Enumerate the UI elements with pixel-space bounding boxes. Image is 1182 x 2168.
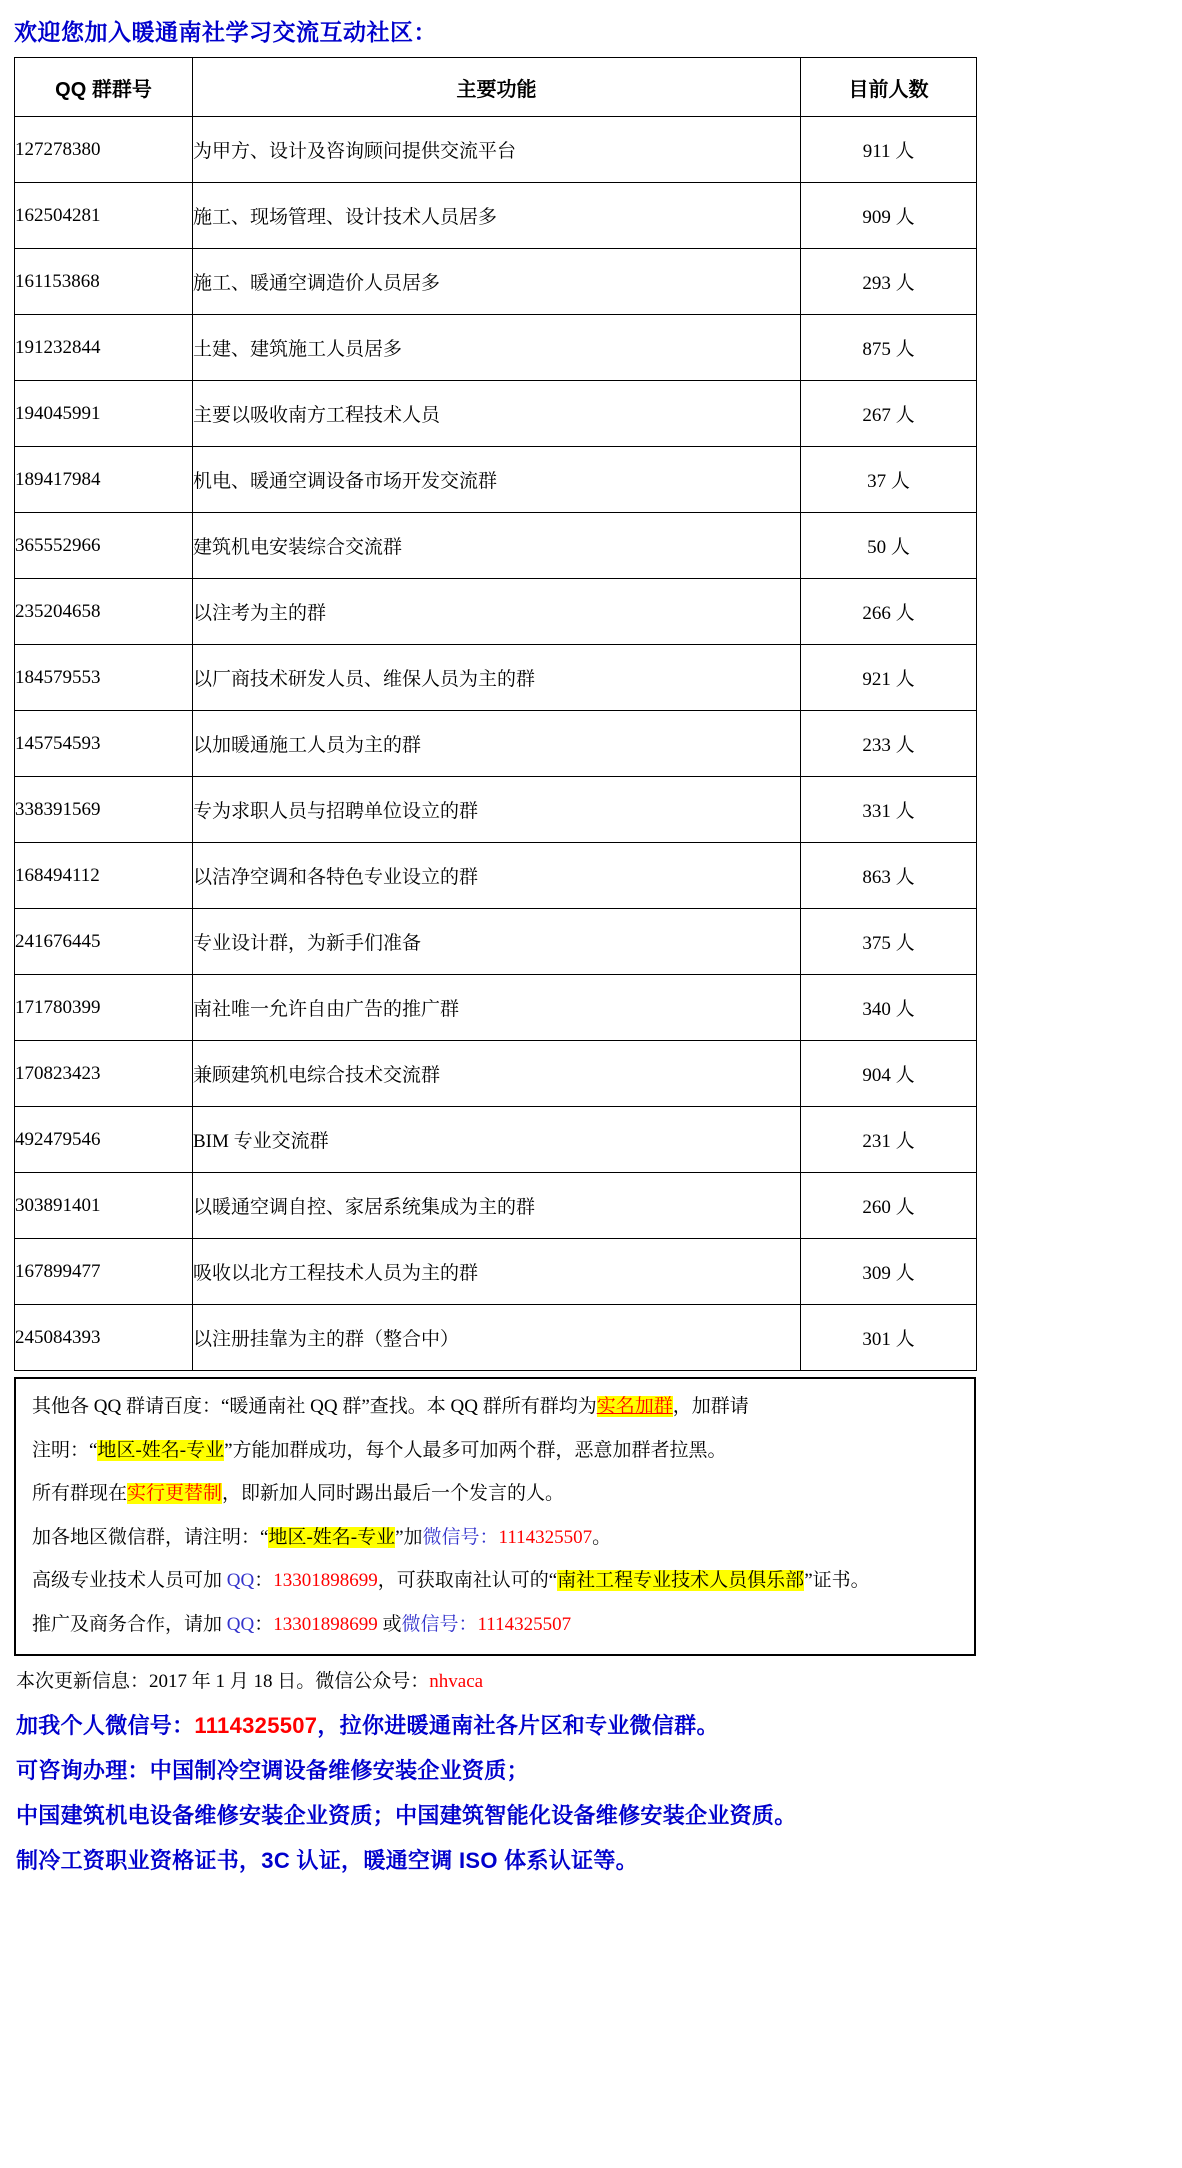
table-row [15,1107,977,1173]
rule-1-text-a: 其他各 QQ 群请百度：“暖通南社 QQ 群”查找。本 QQ 群所有群均为 [32,1396,597,1417]
cell-function: 施工、现场管理、设计技术人员居多 [193,183,801,249]
table-header-row [15,58,977,117]
cell-function: 南社唯一允许自由广告的推广群 [193,975,801,1041]
service-line-1: 可咨询办理：中国制冷空调设备维修安装企业资质； [16,1758,529,1784]
rule-line-4 [32,1524,958,1552]
wechat-number: 1114325507 [194,1713,318,1739]
cell-function: BIM 专业交流群 [193,1107,801,1173]
table-row [15,777,977,843]
rule-4-text-b: ”加 [395,1526,423,1548]
cell-group-id: 161153868 [15,249,193,315]
personal-wechat-line [16,1709,1170,1740]
table-row [15,579,977,645]
cell-group-id: 171780399 [15,975,193,1041]
rule-2-highlight: 地区-姓名-专业 [97,1439,225,1461]
qq-number: 13301898699 [273,1613,378,1635]
service-line-3: 制冷工资职业资格证书，3C 认证，暖通空调 ISO 体系认证等。 [16,1848,638,1874]
cell-member-count: 37 人 [801,447,977,513]
rule-6-or: 或 [377,1613,402,1635]
cell-group-id: 127278380 [15,117,193,183]
cell-function: 以厂商技术研发人员、维保人员为主的群 [193,645,801,711]
update-text: 本次更新信息：2017 年 1 月 18 日。微信公众号： [16,1671,430,1693]
wechat-number: 1114325507 [498,1526,593,1548]
cell-function: 专为求职人员与招聘单位设立的群 [193,777,801,843]
rule-line-5 [32,1567,958,1595]
table-row [15,315,977,381]
wechat-label: 微信号： [422,1526,499,1548]
wechat-suffix: ，拉你进暖通南社各片区和专业微信群。 [317,1713,719,1739]
rule-line-2 [32,1437,958,1465]
rule-4-highlight: 地区-姓名-专业 [268,1526,396,1548]
table-row [15,711,977,777]
service-line-2: 中国建筑机电设备维修安装企业资质；中国建筑智能化设备维修安装企业资质。 [16,1803,797,1829]
wechat-prefix: 加我个人微信号： [16,1713,195,1739]
wechat-label: 微信号： [401,1613,478,1635]
rule-line-6 [32,1611,958,1639]
cell-group-id: 235204658 [15,579,193,645]
rule-4-text-end: 。 [592,1526,612,1548]
cell-group-id: 338391569 [15,777,193,843]
cell-member-count: 331 人 [801,777,977,843]
rule-1-text-b: ，加群请 [672,1396,749,1417]
rule-2-text-a: 注明：“ [32,1439,98,1461]
cell-group-id: 241676445 [15,909,193,975]
cell-group-id: 194045991 [15,381,193,447]
cell-group-id: 365552966 [15,513,193,579]
cell-group-id: 245084393 [15,1305,193,1371]
cell-group-id: 492479546 [15,1107,193,1173]
cell-group-id: 170823423 [15,1041,193,1107]
rule-3-text-a: 所有群现在 [32,1483,128,1505]
column-header-member-count: 目前人数 [801,58,977,117]
cell-member-count: 863 人 [801,843,977,909]
cell-function: 以暖通空调自控、家居系统集成为主的群 [193,1173,801,1239]
rule-6-colon: ： [254,1613,274,1635]
table-row [15,513,977,579]
cell-member-count: 340 人 [801,975,977,1041]
table-row [15,909,977,975]
cell-member-count: 267 人 [801,381,977,447]
cell-function: 机电、暖通空调设备市场开发交流群 [193,447,801,513]
cell-function: 以注册挂靠为主的群（整合中） [193,1305,801,1371]
rule-5-text-c: ”证书。 [804,1570,870,1592]
cell-member-count: 50 人 [801,513,977,579]
cell-function: 专业设计群，为新手们准备 [193,909,801,975]
rules-box [14,1377,976,1656]
cell-function: 土建、建筑施工人员居多 [193,315,801,381]
cell-function: 吸收以北方工程技术人员为主的群 [193,1239,801,1305]
cell-member-count: 301 人 [801,1305,977,1371]
cell-group-id: 167899477 [15,1239,193,1305]
table-row [15,645,977,711]
column-header-group-id: QQ 群群号 [15,58,193,117]
rule-6-text-a: 推广及商务合作，请加 [32,1613,227,1635]
cell-group-id: 303891401 [15,1173,193,1239]
qq-label: QQ [226,1570,255,1592]
cell-function: 为甲方、设计及咨询顾问提供交流平台 [193,117,801,183]
cell-member-count: 375 人 [801,909,977,975]
cell-group-id: 168494112 [15,843,193,909]
cell-member-count: 875 人 [801,315,977,381]
cell-function: 建筑机电安装综合交流群 [193,513,801,579]
table-row [15,1173,977,1239]
table-row [15,1305,977,1371]
qq-group-table [14,57,977,1371]
cell-group-id: 184579553 [15,645,193,711]
cell-group-id: 191232844 [15,315,193,381]
table-row [15,447,977,513]
table-row [15,183,977,249]
table-row [15,1239,977,1305]
cell-function: 主要以吸收南方工程技术人员 [193,381,801,447]
rule-line-1 [32,1393,958,1421]
rule-1-highlight: 实名加群 [596,1396,673,1417]
rule-5-text-b: ，可获取南社认可的“ [377,1570,558,1592]
cell-function: 以洁净空调和各特色专业设立的群 [193,843,801,909]
cell-function: 兼顾建筑机电综合技术交流群 [193,1041,801,1107]
cell-member-count: 921 人 [801,645,977,711]
qq-label: QQ [226,1613,255,1635]
cell-function: 施工、暖通空调造价人员居多 [193,249,801,315]
rule-5-colon: ： [254,1570,274,1592]
qq-number: 13301898699 [273,1570,378,1592]
rule-line-3 [32,1480,958,1508]
cell-group-id: 145754593 [15,711,193,777]
table-row [15,975,977,1041]
cell-member-count: 233 人 [801,711,977,777]
rule-2-text-b: ”方能加群成功，每个人最多可加两个群，恶意加群者拉黑。 [224,1439,727,1461]
table-row [15,249,977,315]
cell-member-count: 909 人 [801,183,977,249]
table-body [15,117,977,1371]
table-row [15,843,977,909]
table-row [15,117,977,183]
cell-function: 以加暖通施工人员为主的群 [193,711,801,777]
cell-member-count: 904 人 [801,1041,977,1107]
rule-3-text-b: ，即新加人同时踢出最后一个发言的人。 [222,1483,565,1505]
cell-group-id: 162504281 [15,183,193,249]
update-info [16,1666,1170,1693]
rule-5-highlight: 南社工程专业技术人员俱乐部 [557,1570,805,1592]
cell-function: 以注考为主的群 [193,579,801,645]
table-row [15,1041,977,1107]
cell-member-count: 231 人 [801,1107,977,1173]
cell-member-count: 260 人 [801,1173,977,1239]
rule-5-text-a: 高级专业技术人员可加 [32,1570,227,1592]
cell-member-count: 293 人 [801,249,977,315]
cell-group-id: 189417984 [15,447,193,513]
column-header-function: 主要功能 [193,58,801,117]
rule-3-highlight: 实行更替制 [127,1483,223,1505]
wechat-number: 1114325507 [477,1613,572,1635]
cell-member-count: 266 人 [801,579,977,645]
cell-member-count: 911 人 [801,117,977,183]
page-title: 欢迎您加入暖通南社学习交流互动社区： [14,19,437,45]
official-account-name: nhvaca [429,1671,484,1693]
table-row [15,381,977,447]
cell-member-count: 309 人 [801,1239,977,1305]
rule-4-text-a: 加各地区微信群，请注明：“ [32,1526,269,1548]
